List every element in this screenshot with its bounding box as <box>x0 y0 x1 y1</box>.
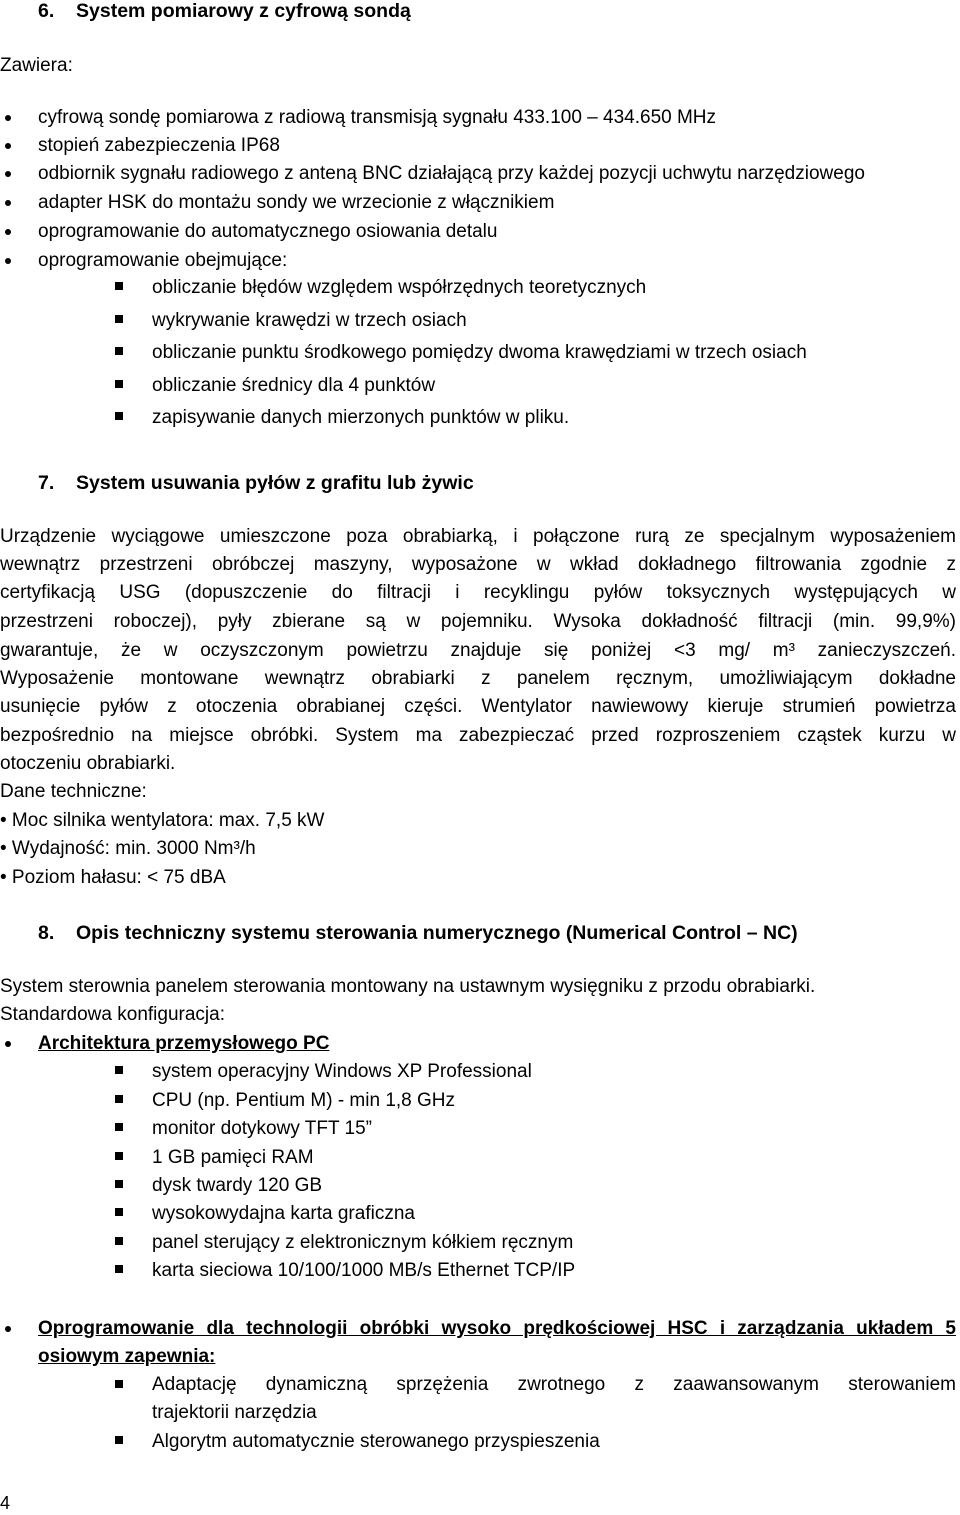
sub-list-item: CPU (np. Pentium M) - min 1,8 GHz <box>152 1090 456 1111</box>
group-title: Oprogramowanie dla technologii obróbki wysoko prędkościowej HSC i zarządzania układem 5 <box>38 1318 956 1339</box>
bullet-icon <box>5 1041 11 1047</box>
sub-list-item: obliczanie błędów względem współrzędnych teoretycznych <box>152 277 647 298</box>
section-title: System pomiarowy z cyfrową sondą <box>76 0 411 22</box>
square-bullet-icon <box>115 1123 123 1131</box>
bullet-icon <box>5 143 11 149</box>
tech-item: • Poziom hałasu: < 75 dBA <box>0 867 226 888</box>
tech-label: Dane techniczne: <box>0 781 147 802</box>
sub-list-item: obliczanie średnicy dla 4 punktów <box>152 375 436 396</box>
sub-list-item: panel sterujący z elektronicznym kółkiem ręcznym <box>152 1232 574 1253</box>
paragraph-line: bezpośrednio na miejsce obróbki. System ma zabezpieczać przed rozproszeniem cząstek kurzu w <box>0 725 956 746</box>
square-bullet-icon <box>115 315 123 323</box>
paragraph-line: wewnątrz przestrzeni obróbczej maszyny, wyposażone w wkład dokładnego filtrowania zgodnie z <box>0 554 956 575</box>
bullet-icon <box>5 171 11 177</box>
body-line: System sterownia panelem sterowania montowany na ustawnym wysięgniku z przodu obrabiarki. <box>0 976 816 997</box>
section-number: 8. <box>38 922 55 944</box>
bullet-icon <box>5 200 11 206</box>
paragraph-line: Wyposażenie montowane wewnątrz obrabiarki z panelem ręcznym, umożliwiającym dokładne <box>0 668 956 689</box>
square-bullet-icon <box>115 347 123 355</box>
square-bullet-icon <box>115 1152 123 1160</box>
section-7-heading <box>38 474 474 494</box>
paragraph-line: gwarantuje, że w oczyszczonym powietrzu znajduje się poniżej <3 mg/ m³ zanieczyszczeń. <box>0 640 956 661</box>
page-number: 4 <box>0 1493 11 1513</box>
sub-list-item: monitor dotykowy TFT 15” <box>152 1118 372 1139</box>
bullet-icon <box>5 258 11 264</box>
square-bullet-icon <box>115 1208 123 1216</box>
section-8-heading <box>38 924 798 944</box>
list-item: oprogramowanie do automatycznego osiowania detalu <box>38 221 498 242</box>
sub-list-item: zapisywanie danych mierzonych punktów w pliku. <box>152 407 570 428</box>
bullet-icon <box>5 229 11 235</box>
list-item: stopień zabezpieczenia IP68 <box>38 135 280 156</box>
sub-list-item: 1 GB pamięci RAM <box>152 1147 314 1168</box>
sub-list-item-continued: trajektorii narzędzia <box>152 1402 317 1423</box>
square-bullet-icon <box>115 412 123 420</box>
paragraph-line: usunięcie pyłów z otoczenia obrabianej części. Wentylator nawiewowy kieruje strumień powietrza <box>0 696 956 717</box>
group-title: Architektura przemysłowego PC <box>38 1033 330 1054</box>
tech-item: • Wydajność: min. 3000 Nm³/h <box>0 838 256 859</box>
list-item: oprogramowanie obejmujące: <box>38 250 288 271</box>
section-title: System usuwania pyłów z grafitu lub żywic <box>76 472 474 494</box>
sub-list-item: dysk twardy 120 GB <box>152 1175 323 1196</box>
paragraph-line: otoczeniu obrabiarki. <box>0 753 176 774</box>
tech-item: • Moc silnika wentylatora: max. 7,5 kW <box>0 810 325 831</box>
bullet-icon <box>5 115 11 121</box>
square-bullet-icon <box>115 282 123 290</box>
square-bullet-icon <box>115 1265 123 1273</box>
section-6-heading <box>38 2 411 22</box>
square-bullet-icon <box>115 1180 123 1188</box>
square-bullet-icon <box>115 380 123 388</box>
square-bullet-icon <box>115 1066 123 1074</box>
intro-text: Zawiera: <box>0 55 73 76</box>
sub-list-item: obliczanie punktu środkowego pomiędzy dwoma krawędziami w trzech osiach <box>152 342 807 363</box>
list-item: odbiornik sygnału radiowego z anteną BNC działającą przy każdej pozycji uchwytu narzędziowego <box>38 163 865 184</box>
sub-list-item: Algorytm automatycznie sterowanego przyspieszenia <box>152 1431 600 1452</box>
square-bullet-icon <box>115 1380 123 1388</box>
sub-list-item: karta sieciowa 10/100/1000 MB/s Ethernet TCP/IP <box>152 1260 576 1281</box>
group-title-continued: osiowym zapewnia: <box>38 1346 216 1367</box>
section-number: 6. <box>38 0 55 22</box>
section-number: 7. <box>38 472 55 494</box>
paragraph-line: przestrzeni roboczej), pyły zbierane są w pojemniku. Wysoka dokładność filtracji (min. 99,9%) <box>0 611 956 632</box>
paragraph-line: certyfikacją USG (dopuszczenie do filtracji i recyklingu pyłów toksycznych występujących w <box>0 582 956 603</box>
list-item: cyfrową sondę pomiarowa z radiową transmisją sygnału 433.100 – 434.650 MHz <box>38 107 717 128</box>
square-bullet-icon <box>115 1237 123 1245</box>
bullet-icon <box>5 1326 11 1332</box>
sub-list-item: wysokowydajna karta graficzna <box>152 1203 415 1224</box>
sub-list-item: wykrywanie krawędzi w trzech osiach <box>152 310 467 331</box>
square-bullet-icon <box>115 1095 123 1103</box>
square-bullet-icon <box>115 1436 123 1444</box>
section-title: Opis techniczny systemu sterowania numerycznego (Numerical Control – NC) <box>76 922 798 944</box>
sub-list-item: system operacyjny Windows XP Professional <box>152 1061 532 1082</box>
list-item: adapter HSK do montażu sondy we wrzecionie z włącznikiem <box>38 192 555 213</box>
sub-list-item: Adaptację dynamiczną sprzężenia zwrotnego z zaawansowanym sterowaniem <box>152 1374 956 1395</box>
paragraph-line: Urządzenie wyciągowe umieszczone poza obrabiarką, i połączone rurą ze specjalnym wyposażeniem <box>0 526 956 547</box>
body-line: Standardowa konfiguracja: <box>0 1004 225 1025</box>
